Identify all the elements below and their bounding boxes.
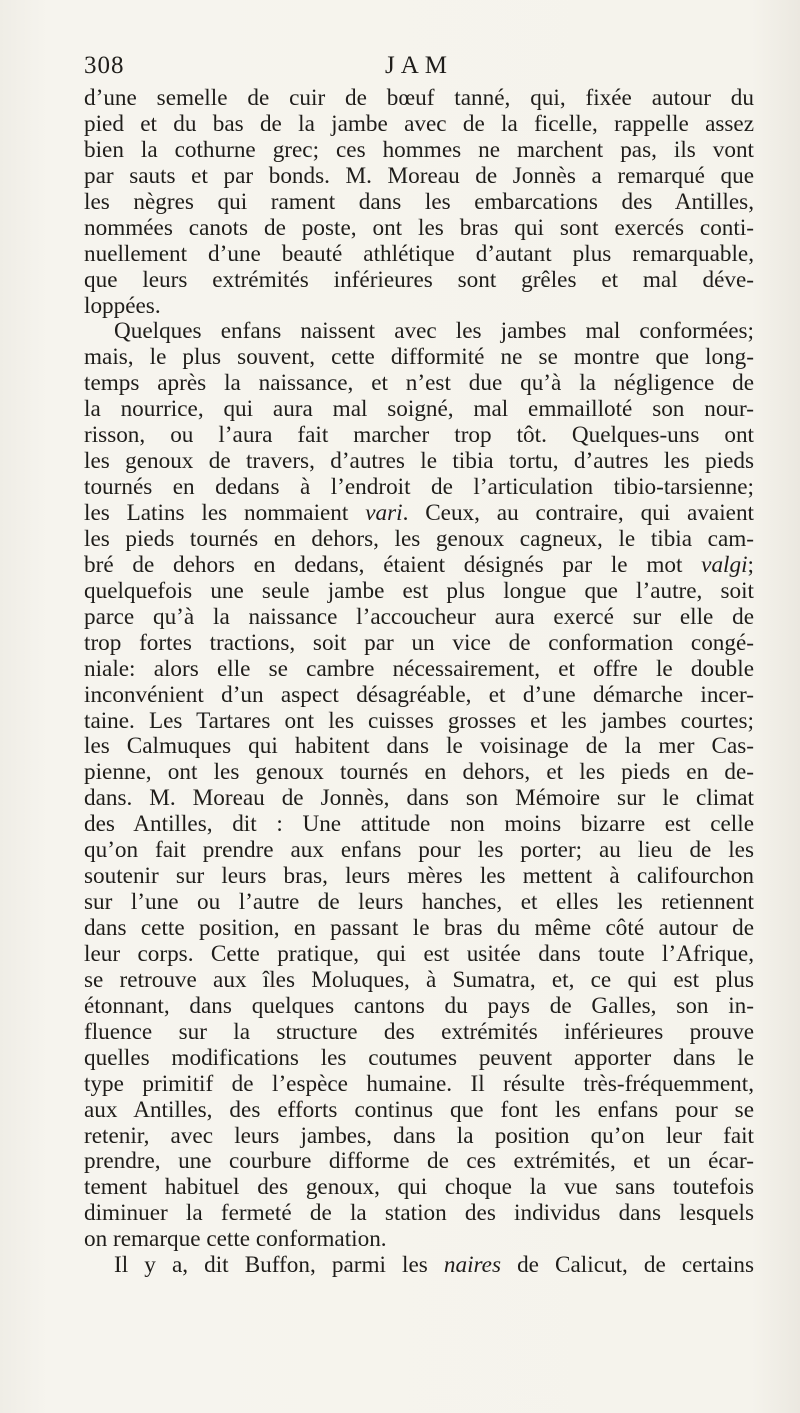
- text-line: [84, 760, 754, 786]
- text-run: que leurs extrémités inférieures sont grêles et mal déve-: [84, 266, 754, 293]
- text-line: [84, 631, 754, 657]
- text-run: trop fortes tractions, soit par un vice de conformation congé-: [84, 629, 754, 656]
- text-run: bré de dehors en dedans, étaient désignés par le mot: [84, 551, 702, 578]
- text-run: nuellement d’une beauté athlétique d’autant plus remarquable,: [84, 240, 754, 267]
- text-line: [84, 1227, 754, 1253]
- text-run: Il y a, dit Buffon, parmi les: [114, 1252, 444, 1279]
- text-run: parce qu’à la naissance l’accoucheur aura exercé sur elle de: [84, 603, 754, 630]
- text-line: [84, 86, 754, 112]
- text-run: soutenir sur leurs bras, leurs mères les mettent à califourchon: [84, 863, 754, 890]
- text-run: pienne, ont les genoux tournés en dehors, et les pieds en de-: [84, 759, 754, 786]
- italic-term: vari: [365, 500, 403, 526]
- text-line: [84, 475, 754, 501]
- text-run: retenir, avec leurs jambes, dans la position qu’on leur fait: [84, 1122, 754, 1149]
- page-header: [84, 52, 754, 86]
- text-run: on remarque cette conformation.: [84, 1226, 387, 1253]
- text-run: par sauts et par bonds. M. Moreau de Jonnès a remarqué que: [84, 162, 754, 189]
- text-run: tournés en dedans à l’endroit de l’articulation tibio-tarsienne;: [84, 474, 754, 501]
- text-run: quelles modifications les coutumes peuvent apporter dans le: [84, 1044, 754, 1071]
- text-line: [84, 994, 754, 1020]
- text-line: [84, 657, 754, 683]
- text-line: [84, 138, 754, 164]
- text-line: [84, 683, 754, 709]
- text-line: [84, 1072, 754, 1098]
- text-line: [84, 345, 754, 371]
- text-run: loppées.: [84, 292, 161, 319]
- text-run: type primitif de l’espèce humaine. Il résulte très-fréquemment,: [84, 1070, 754, 1097]
- text-run: . Ceux, au contraire, qui avaient: [402, 500, 754, 526]
- text-line: [84, 1020, 754, 1046]
- page-number: 308: [84, 52, 125, 79]
- text-run: bien la cothurne grec; ces hommes ne marchent pas, ils vont: [84, 136, 754, 163]
- text-line: [84, 709, 754, 735]
- text-run: dans cette position, en passant le bras du même côté autour de: [84, 915, 754, 941]
- text-line: [84, 1098, 754, 1124]
- text-line: [84, 968, 754, 994]
- text-line: [84, 449, 754, 475]
- text-run: les pieds tournés en dehors, les genoux cagneux, le tibia cam-: [84, 525, 754, 552]
- text-line: [84, 164, 754, 190]
- text-line: [84, 786, 754, 812]
- text-run: taine. Les Tartares ont les cuisses grosses et les jambes courtes;: [84, 707, 754, 734]
- text-line: [84, 812, 754, 838]
- text-line: [84, 734, 754, 760]
- text-run: nommées canots de poste, ont les bras qui sont exercés conti-: [84, 214, 754, 241]
- text-line: [84, 1124, 754, 1150]
- text-run: qu’on fait prendre aux enfans pour les porter; au lieu de les: [84, 837, 754, 864]
- text-run: pied et du bas de la jambe avec de la ficelle, rappelle assez: [84, 110, 754, 137]
- text-line: [84, 579, 754, 605]
- text-line: [84, 319, 754, 345]
- text-line: [84, 527, 754, 553]
- text-line: [84, 1175, 754, 1201]
- text-line: [84, 294, 754, 320]
- text-line: [84, 423, 754, 449]
- text-line: [84, 1046, 754, 1072]
- text-run: les Latins les nommaient: [84, 500, 366, 526]
- italic-term: valgi: [701, 551, 748, 578]
- text-run: temps après la naissance, et n’est due qu’à la négligence de: [84, 370, 754, 397]
- text-run: des Antilles, dit : Une attitude non moins bizarre est celle: [84, 811, 754, 838]
- text-run: inconvénient d’un aspect désagréable, et d’une démarche incer-: [84, 681, 754, 708]
- text-run: aux Antilles, des efforts continus que font les enfans pour se: [84, 1096, 754, 1123]
- text-run: niale: alors elle se cambre nécessairement, et offre le double: [84, 655, 754, 682]
- text-run: sur l’une ou l’autre de leurs hanches, et elles les retiennent: [84, 889, 754, 916]
- text-run: se retrouve aux îles Moluques, à Sumatra, et, ce qui est plus: [84, 966, 754, 993]
- text-line: [84, 916, 754, 942]
- text-run: leur corps. Cette pratique, qui est usitée dans toute l’Afrique,: [84, 940, 754, 967]
- text-run: prendre, une courbure difforme de ces extrémités, et un écar-: [84, 1148, 754, 1175]
- text-run: d’une semelle de cuir de bœuf tanné, qui, fixée autour du: [84, 85, 754, 111]
- text-line: [84, 397, 754, 423]
- text-run: étonnant, dans quelques cantons du pays de Galles, son in-: [84, 992, 754, 1019]
- running-head: JAM: [384, 52, 453, 79]
- text-line: [84, 1253, 754, 1279]
- text-line: [84, 190, 754, 216]
- text-line: [84, 864, 754, 890]
- text-run: mais, le plus souvent, cette difformité ne se montre que long-: [84, 344, 754, 371]
- text-line: [84, 838, 754, 864]
- text-run: la nourrice, qui aura mal soigné, mal emmailloté son nour-: [84, 396, 754, 423]
- text-run: les nègres qui rament dans les embarcations des Antilles,: [84, 188, 754, 215]
- text-line: [84, 371, 754, 397]
- text-line: [84, 242, 754, 268]
- text-line: [84, 890, 754, 916]
- body-text: [84, 86, 754, 1279]
- text-run: ;: [747, 551, 754, 578]
- text-run: quelquefois une seule jambe est plus longue que l’autre, soit: [84, 577, 754, 604]
- text-run: fluence sur la structure des extrémités inférieures prouve: [84, 1018, 754, 1045]
- text-run: Quelques enfans naissent avec les jambes mal conformées;: [114, 318, 754, 345]
- text-run: diminuer la fermeté de la station des individus dans lesquels: [84, 1200, 754, 1227]
- text-line: [84, 1149, 754, 1175]
- text-run: de Calicut, de certains: [500, 1252, 754, 1279]
- text-line: [84, 268, 754, 294]
- text-line: [84, 501, 754, 527]
- text-line: [84, 216, 754, 242]
- italic-term: naires: [443, 1252, 501, 1279]
- text-line: [84, 112, 754, 138]
- text-line: [84, 1201, 754, 1227]
- text-line: [84, 605, 754, 631]
- text-run: les genoux de travers, d’autres le tibia tortu, d’autres les pieds: [84, 448, 754, 475]
- text-run: les Calmuques qui habitent dans le voisinage de la mer Cas-: [84, 733, 754, 760]
- text-run: dans. M. Moreau de Jonnès, dans son Mémoire sur le climat: [84, 785, 754, 812]
- text-run: risson, ou l’aura fait marcher trop tôt. Quelques-uns ont: [84, 422, 754, 449]
- text-line: [84, 553, 754, 579]
- text-run: tement habituel des genoux, qui choque la vue sans toutefois: [84, 1174, 754, 1201]
- text-line: [84, 942, 754, 968]
